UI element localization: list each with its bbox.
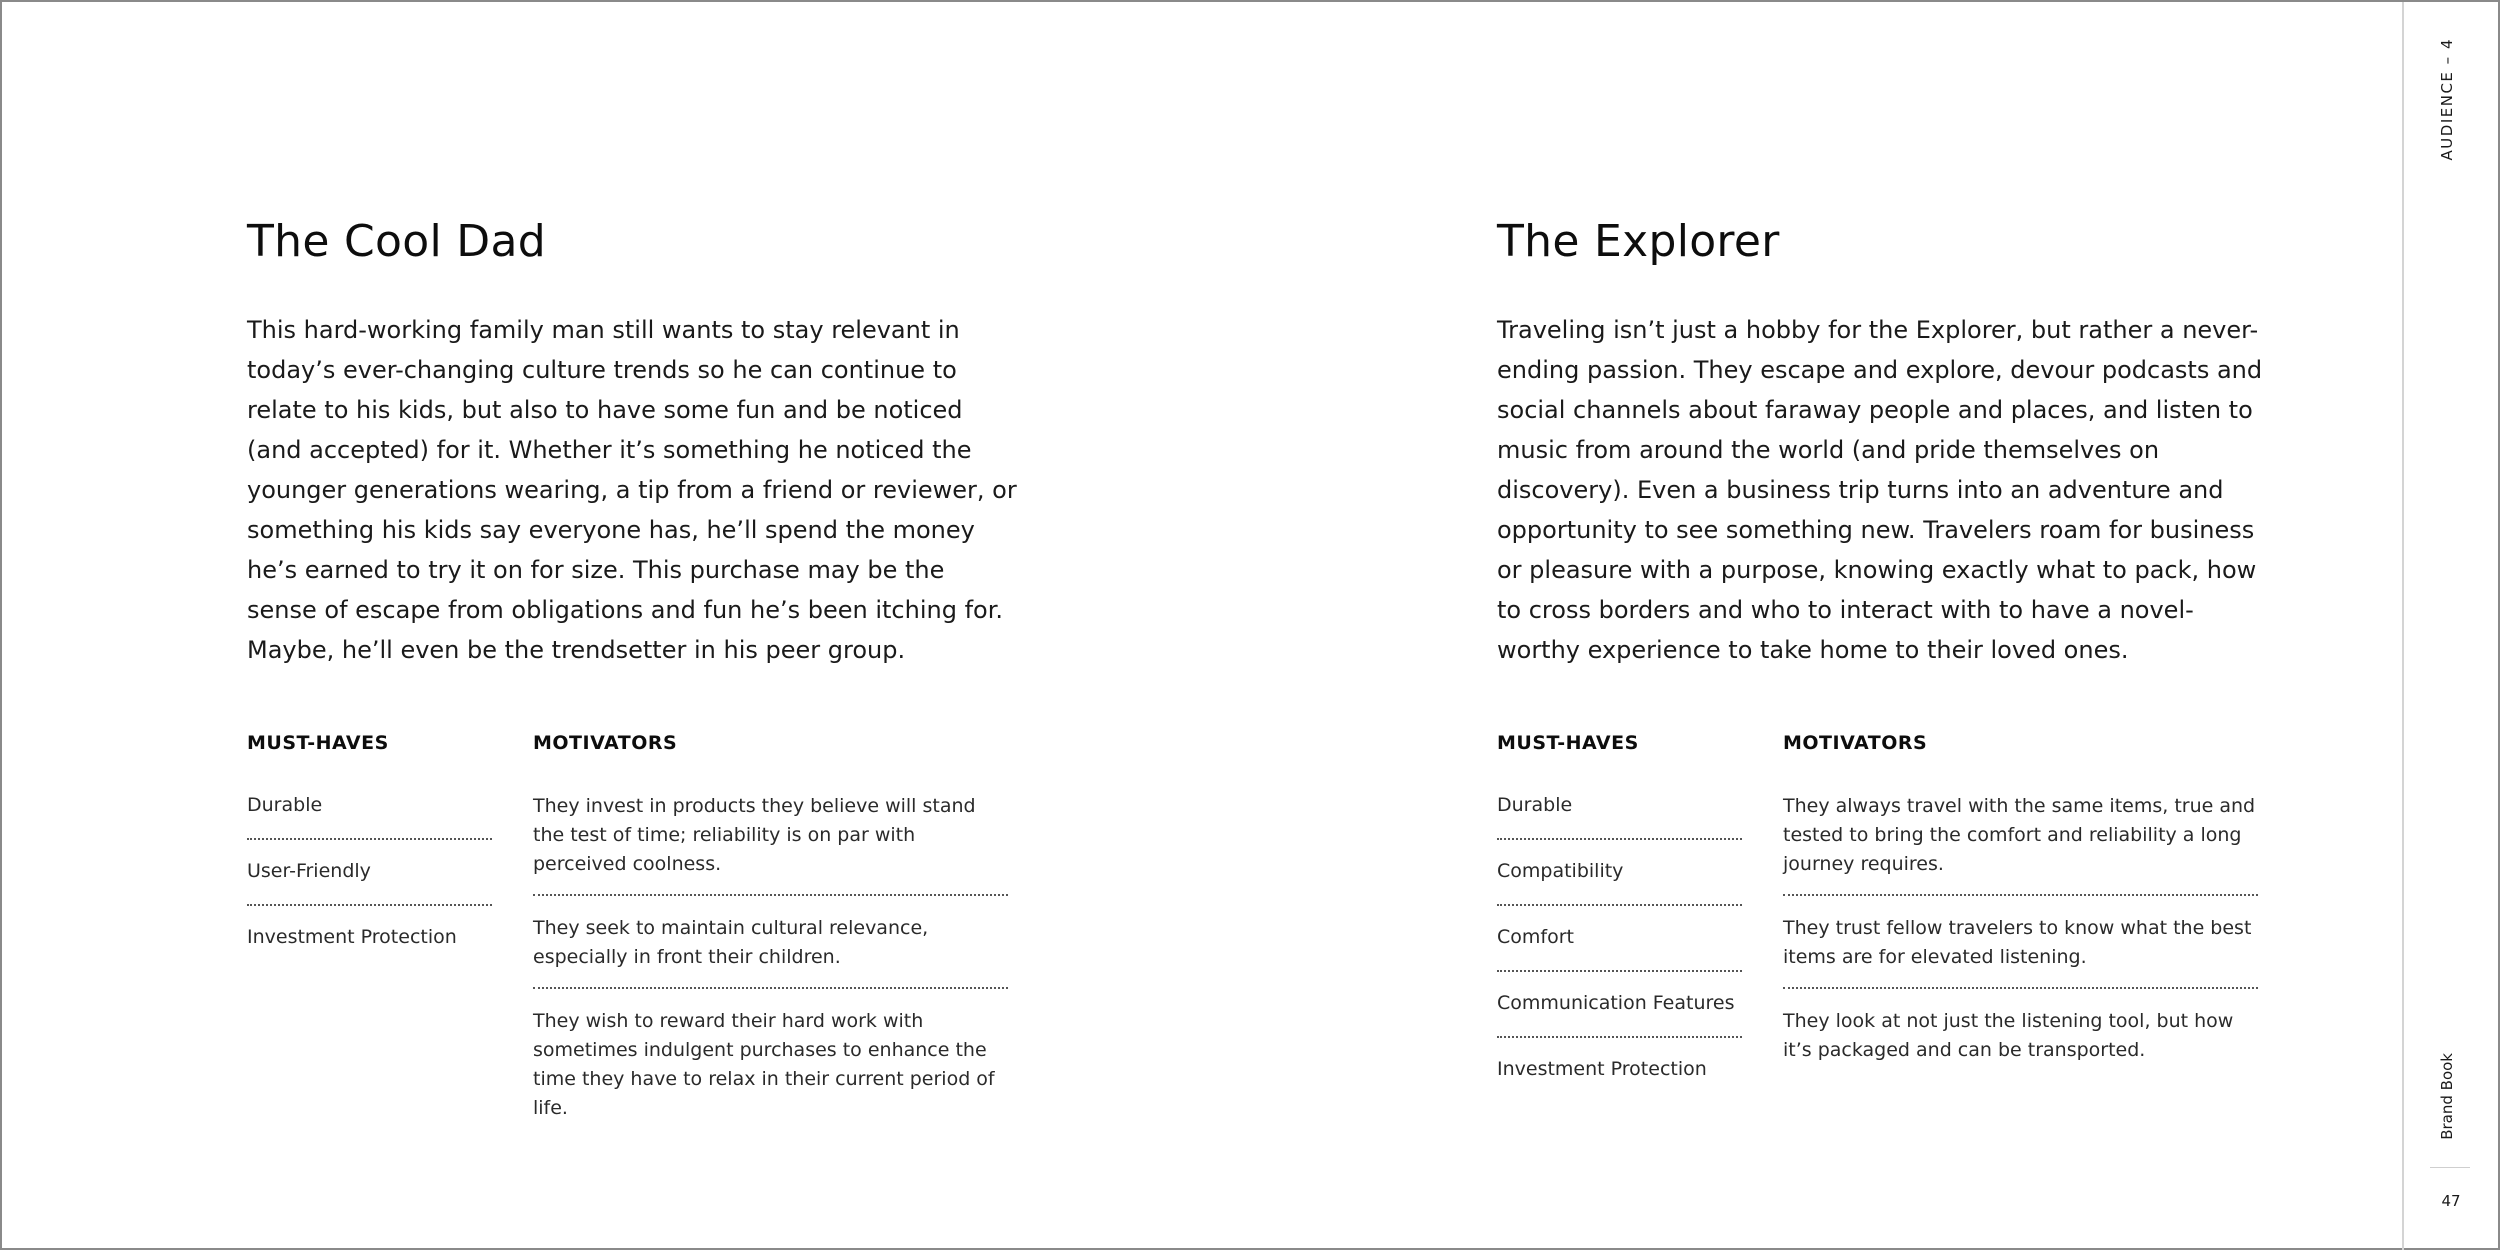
must-have-item: User-Friendly [247, 858, 492, 906]
section-label: AUDIENCE – 4 [2438, 38, 2456, 161]
motivators-column [1783, 730, 2258, 1098]
motivator-item: They seek to maintain cultural relevance, especially in front their children. [533, 914, 1008, 989]
brand-label: Brand Book [2438, 1053, 2456, 1140]
must-have-item: Durable [1497, 792, 1742, 840]
motivator-item: They always travel with the same items, true and tested to bring the comfort and reliability a long journey requires. [1783, 792, 2258, 896]
must-haves-heading: MUST-HAVES [1497, 732, 1639, 754]
persona-description: This hard-working family man still wants to stay relevant in today’s ever-changing culture trends so he can continue to relate to his kids, but also to have some fun and be noticed (and accepted) for it. Whether it’s something he noticed the younger generations wearing, a tip from a friend or reviewer, or something his kids say everyone has, he’ll spend the money he’s earned to try it on for size. This purchase may be the sense of escape from obligations and fun he’s been itching for. Maybe, he’ll even be the trendsetter in his peer group. [247, 316, 1017, 664]
sidebar-divider [2430, 1167, 2470, 1168]
must-have-item: Comfort [1497, 924, 1742, 972]
motivator-item: They look at not just the listening tool, but how it’s packaged and can be transported. [1783, 1010, 2234, 1061]
must-haves-heading: MUST-HAVES [247, 732, 389, 754]
motivators-heading: MOTIVATORS [533, 732, 678, 754]
must-have-item: Compatibility [1497, 858, 1742, 906]
must-haves-column [1497, 730, 1742, 1120]
persona-title: The Explorer [1497, 216, 1780, 267]
persona-explorer [1497, 212, 2287, 1150]
motivators-heading: MOTIVATORS [1783, 732, 1928, 754]
page-number: 47 [2441, 1192, 2461, 1210]
page-sidebar [2402, 2, 2498, 1250]
motivator-item: They invest in products they believe will stand the test of time; reliability is on par with perceived coolness. [533, 792, 1008, 896]
must-have-item: Investment Protection [1497, 1058, 1707, 1080]
persona-title: The Cool Dad [247, 216, 546, 267]
motivator-item: They trust fellow travelers to know what the best items are for elevated listening. [1783, 914, 2258, 989]
must-have-item: Durable [247, 792, 492, 840]
persona-lists [1497, 730, 2287, 1150]
must-have-item: Investment Protection [247, 926, 457, 948]
persona-cool-dad [247, 212, 1037, 1150]
motivators-column [533, 730, 1008, 1156]
persona-lists [247, 730, 1037, 1150]
motivator-item: They wish to reward their hard work with sometimes indulgent purchases to enhance the time they have to relax in their current period of life. [533, 1010, 995, 1119]
must-haves-column [247, 730, 492, 988]
must-have-item: Communication Features [1497, 990, 1742, 1038]
persona-description: Traveling isn’t just a hobby for the Explorer, but rather a never-ending passion. They escape and explore, devour podcasts and social channels about faraway people and places, and listen to music from around the world (and pride themselves on discovery). Even a business trip turns into an adventure and opportunity to see something new. Travelers roam for business or pleasure with a purpose, knowing exactly what to pack, how to cross borders and who to interact with to have a novel-worthy experience to take home to their loved ones. [1497, 316, 2263, 664]
